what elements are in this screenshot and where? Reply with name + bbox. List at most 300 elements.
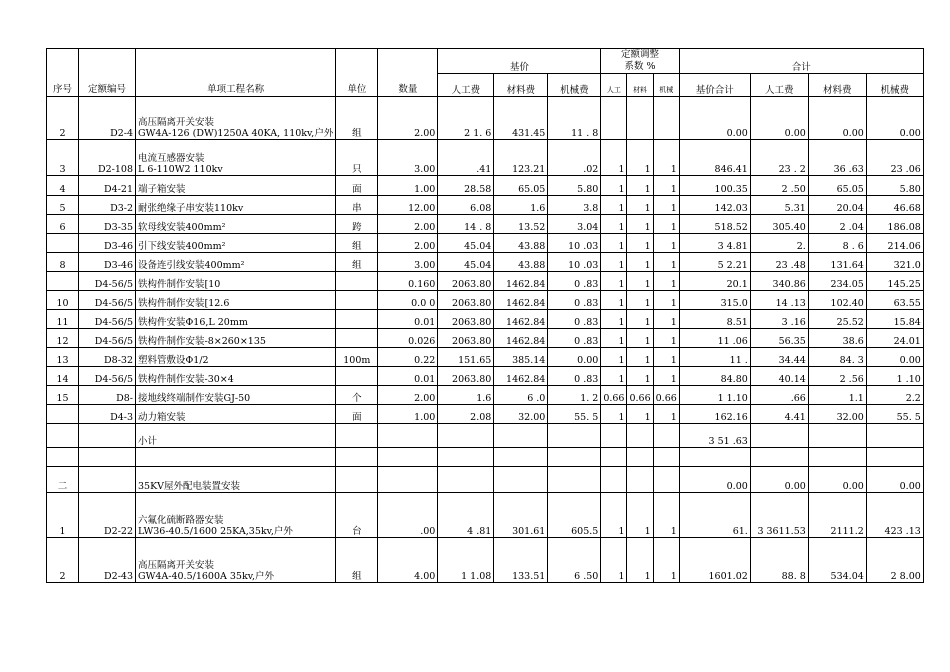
item-name-cell bbox=[136, 448, 336, 467]
qty-cell: 3.00 bbox=[378, 140, 438, 176]
adj-labor-cell: 1 bbox=[601, 493, 627, 538]
adj-material-cell: 1 bbox=[627, 234, 653, 253]
total-labor-cell bbox=[750, 424, 808, 448]
unit-cell bbox=[336, 310, 378, 329]
total-material-cell: 8 . 6 bbox=[808, 234, 866, 253]
adj-labor-cell: 1 bbox=[601, 405, 627, 424]
adj-labor-cell: 1 bbox=[601, 176, 627, 196]
total-labor-cell: 2. bbox=[750, 234, 808, 253]
header-total-material: 材料费 bbox=[808, 74, 866, 97]
base-machine-cell: 55. 5 bbox=[548, 405, 601, 424]
qty-cell: 0.160 bbox=[378, 272, 438, 291]
code-cell: D4-56/5 bbox=[79, 329, 136, 348]
header-adjust-group bbox=[601, 49, 679, 74]
total-base-cell: 8.51 bbox=[679, 310, 750, 329]
base-labor-cell: 1 1.08 bbox=[438, 538, 494, 583]
adj-material-cell: 1 bbox=[627, 272, 653, 291]
adj-labor-cell: 1 bbox=[601, 367, 627, 386]
adj-material-cell: 1 bbox=[627, 176, 653, 196]
base-labor-cell: 2.08 bbox=[438, 405, 494, 424]
total-machine-cell: 46.68 bbox=[866, 196, 923, 215]
base-machine-cell: .02 bbox=[548, 140, 601, 176]
base-machine-cell: 5.80 bbox=[548, 176, 601, 196]
total-labor-cell: 305.40 bbox=[750, 215, 808, 234]
total-labor-cell: 5.31 bbox=[750, 196, 808, 215]
total-material-cell: 234.05 bbox=[808, 272, 866, 291]
item-name-cell bbox=[136, 272, 336, 291]
total-base-cell: 142.03 bbox=[679, 196, 750, 215]
unit-cell: 100m bbox=[336, 348, 378, 367]
adj-material-cell bbox=[627, 467, 653, 493]
code-cell: D3-2 bbox=[79, 196, 136, 215]
total-labor-cell: 14 .13 bbox=[750, 291, 808, 310]
item-name-cell bbox=[136, 291, 336, 310]
base-machine-cell bbox=[548, 467, 601, 493]
unit-cell bbox=[336, 467, 378, 493]
adj-labor-cell: 1 bbox=[601, 291, 627, 310]
total-machine-cell: 423 .13 bbox=[866, 493, 923, 538]
total-material-cell: 534.04 bbox=[808, 538, 866, 583]
total-labor-cell: 23 .48 bbox=[750, 253, 808, 272]
total-machine-cell: 214.06 bbox=[866, 234, 923, 253]
unit-cell bbox=[336, 424, 378, 448]
item-name-line1: 动力箱安装 bbox=[138, 412, 186, 423]
base-machine-cell: 0.00 bbox=[548, 348, 601, 367]
table-row bbox=[47, 215, 924, 234]
base-machine-cell: 3.8 bbox=[548, 196, 601, 215]
adj-machine-cell: 1 bbox=[653, 196, 679, 215]
total-machine-cell: 145.25 bbox=[866, 272, 923, 291]
item-name-line1: 高压隔离开关安装 bbox=[138, 117, 215, 128]
table-row bbox=[47, 386, 924, 405]
table-row bbox=[47, 291, 924, 310]
total-material-cell: 2 .56 bbox=[808, 367, 866, 386]
total-material-cell: 2111.2 bbox=[808, 493, 866, 538]
header-total-base: 基价合计 bbox=[679, 74, 750, 97]
item-name-cell bbox=[136, 348, 336, 367]
base-material-cell bbox=[494, 424, 548, 448]
unit-cell: 只 bbox=[336, 140, 378, 176]
base-machine-cell: 10 .03 bbox=[548, 253, 601, 272]
item-name-cell bbox=[136, 253, 336, 272]
unit-cell: 台 bbox=[336, 493, 378, 538]
header-adjust-line1: 定额调整 bbox=[621, 49, 660, 60]
item-name-cell bbox=[136, 215, 336, 234]
table-row bbox=[47, 493, 924, 538]
base-material-cell: 65.05 bbox=[494, 176, 548, 196]
base-material-cell: 1462.84 bbox=[494, 310, 548, 329]
item-name-line1: 电流互感器安装 bbox=[138, 153, 205, 164]
seq-cell: 15 bbox=[47, 386, 79, 405]
adj-material-cell: 1 bbox=[627, 140, 653, 176]
adj-material-cell: 1 bbox=[627, 493, 653, 538]
base-material-cell: 301.61 bbox=[494, 493, 548, 538]
qty-cell: 2.00 bbox=[378, 215, 438, 234]
total-labor-cell: 34.44 bbox=[750, 348, 808, 367]
base-material-cell: 1462.84 bbox=[494, 329, 548, 348]
unit-cell: 个 bbox=[336, 386, 378, 405]
total-machine-cell: 0.00 bbox=[866, 467, 923, 493]
base-material-cell: 1462.84 bbox=[494, 367, 548, 386]
unit-cell: 串 bbox=[336, 196, 378, 215]
total-base-cell: 162.16 bbox=[679, 405, 750, 424]
header-base-labor: 人工费 bbox=[438, 74, 494, 97]
code-cell bbox=[79, 448, 136, 467]
base-machine-cell: 0 .83 bbox=[548, 310, 601, 329]
base-machine-cell: 605.5 bbox=[548, 493, 601, 538]
total-labor-cell: .66 bbox=[750, 386, 808, 405]
adj-labor-cell: 0.66 bbox=[601, 386, 627, 405]
seq-cell: 11 bbox=[47, 310, 79, 329]
unit-cell: 面 bbox=[336, 176, 378, 196]
base-material-cell: 13.52 bbox=[494, 215, 548, 234]
adj-machine-cell: 1 bbox=[653, 215, 679, 234]
adj-machine-cell: 1 bbox=[653, 405, 679, 424]
adj-labor-cell: 1 bbox=[601, 272, 627, 291]
adj-machine-cell: 1 bbox=[653, 538, 679, 583]
total-labor-cell: 40.14 bbox=[750, 367, 808, 386]
item-name-cell bbox=[136, 493, 336, 538]
total-machine-cell: 24.01 bbox=[866, 329, 923, 348]
adj-labor-cell bbox=[601, 448, 627, 467]
total-material-cell: 84. 3 bbox=[808, 348, 866, 367]
adj-material-cell: 1 bbox=[627, 405, 653, 424]
total-material-cell: 0.00 bbox=[808, 97, 866, 140]
item-name-line1: 塑料管敷设Φ1/2 bbox=[138, 355, 209, 366]
base-material-cell: 133.51 bbox=[494, 538, 548, 583]
item-name-line2: LW36-40.5/1600 25KA,35kv,户外 bbox=[138, 526, 293, 537]
seq-cell: 12 bbox=[47, 329, 79, 348]
header-total-machine: 机械费 bbox=[866, 74, 923, 97]
item-name-line1: 端子箱安装 bbox=[138, 184, 186, 195]
adj-machine-cell bbox=[653, 424, 679, 448]
header-seq: 序号 bbox=[47, 49, 79, 97]
base-labor-cell: 2063.80 bbox=[438, 272, 494, 291]
adj-machine-cell: 1 bbox=[653, 329, 679, 348]
total-material-cell: 131.64 bbox=[808, 253, 866, 272]
code-cell bbox=[79, 424, 136, 448]
base-labor-cell: 1.6 bbox=[438, 386, 494, 405]
total-material-cell: 1.1 bbox=[808, 386, 866, 405]
item-name-line1: 耐张绝缘子串安装110kv bbox=[138, 203, 244, 214]
table-row bbox=[47, 140, 924, 176]
item-name-line1: 引下线安装400mm² bbox=[138, 241, 226, 252]
unit-cell bbox=[336, 291, 378, 310]
total-labor-cell: 0.00 bbox=[750, 97, 808, 140]
item-name-line1: 35KV屋外配电装置安装 bbox=[138, 481, 241, 492]
table-row bbox=[47, 272, 924, 291]
table-row bbox=[47, 405, 924, 424]
adj-material-cell: 1 bbox=[627, 253, 653, 272]
total-machine-cell: 55. 5 bbox=[866, 405, 923, 424]
code-cell: D2-43 bbox=[79, 538, 136, 583]
adj-material-cell: 1 bbox=[627, 196, 653, 215]
header-qty: 数量 bbox=[378, 49, 438, 97]
total-base-cell: 846.41 bbox=[679, 140, 750, 176]
adj-material-cell bbox=[627, 448, 653, 467]
total-labor-cell: 3 .16 bbox=[750, 310, 808, 329]
qty-cell: 2.00 bbox=[378, 97, 438, 140]
quota-table bbox=[46, 48, 924, 583]
code-cell: D4-56/5 bbox=[79, 291, 136, 310]
total-machine-cell: 5.80 bbox=[866, 176, 923, 196]
total-base-cell: 1601.02 bbox=[679, 538, 750, 583]
base-material-cell: 6 .0 bbox=[494, 386, 548, 405]
code-cell: D3-46 bbox=[79, 234, 136, 253]
qty-cell: 0.026 bbox=[378, 329, 438, 348]
item-name-line1: 铁构件安装Φ16,L 20mm bbox=[138, 317, 248, 328]
total-base-cell: 0.00 bbox=[679, 97, 750, 140]
item-name-line1: 接地线终端制作安装GJ-50 bbox=[138, 393, 251, 404]
total-material-cell: 2 .04 bbox=[808, 215, 866, 234]
adj-labor-cell: 1 bbox=[601, 329, 627, 348]
table-row bbox=[47, 424, 924, 448]
unit-cell: 组 bbox=[336, 97, 378, 140]
adj-machine-cell bbox=[653, 97, 679, 140]
unit-cell: 组 bbox=[336, 538, 378, 583]
base-machine-cell: 0 .83 bbox=[548, 272, 601, 291]
item-name-line2: GW4A-126 (DW)1250A 40KA, 110kv,户外 bbox=[138, 128, 334, 139]
item-name-line1: 小计 bbox=[138, 436, 158, 447]
unit-cell: 组 bbox=[336, 234, 378, 253]
unit-cell: 面 bbox=[336, 405, 378, 424]
item-name-line1: 铁构件制作安装[12.6 bbox=[138, 298, 230, 309]
total-machine-cell: 15.84 bbox=[866, 310, 923, 329]
total-base-cell: 100.35 bbox=[679, 176, 750, 196]
seq-cell: 3 bbox=[47, 140, 79, 176]
base-machine-cell: 3.04 bbox=[548, 215, 601, 234]
adj-machine-cell: 1 bbox=[653, 140, 679, 176]
adj-machine-cell: 1 bbox=[653, 234, 679, 253]
qty-cell: .00 bbox=[378, 493, 438, 538]
base-material-cell: 1.6 bbox=[494, 196, 548, 215]
base-labor-cell: 6.08 bbox=[438, 196, 494, 215]
item-name-cell bbox=[136, 467, 336, 493]
header-total-labor: 人工费 bbox=[750, 74, 808, 97]
adj-labor-cell: 1 bbox=[601, 538, 627, 583]
seq-cell: 6 bbox=[47, 215, 79, 234]
unit-cell bbox=[336, 272, 378, 291]
total-material-cell: 65.05 bbox=[808, 176, 866, 196]
header-name: 单项工程名称 bbox=[136, 49, 336, 97]
total-material-cell bbox=[808, 448, 866, 467]
adj-machine-cell: 1 bbox=[653, 253, 679, 272]
adj-machine-cell: 1 bbox=[653, 310, 679, 329]
table-row bbox=[47, 253, 924, 272]
base-labor-cell: 2063.80 bbox=[438, 291, 494, 310]
unit-cell bbox=[336, 367, 378, 386]
total-base-cell: 11 . bbox=[679, 348, 750, 367]
header-base-group: 基价 bbox=[438, 49, 601, 74]
total-base-cell: 315.0 bbox=[679, 291, 750, 310]
table-row bbox=[47, 234, 924, 253]
qty-cell: 3.00 bbox=[378, 253, 438, 272]
base-labor-cell: 2063.80 bbox=[438, 367, 494, 386]
base-machine-cell: 6 .50 bbox=[548, 538, 601, 583]
table-row bbox=[47, 348, 924, 367]
base-labor-cell: 45.04 bbox=[438, 234, 494, 253]
item-name-line2: L 6-110W2 110kv bbox=[138, 164, 223, 175]
base-material-cell: 1462.84 bbox=[494, 272, 548, 291]
base-machine-cell bbox=[548, 448, 601, 467]
item-name-cell bbox=[136, 367, 336, 386]
item-name-cell bbox=[136, 329, 336, 348]
table-row bbox=[47, 367, 924, 386]
adj-labor-cell: 1 bbox=[601, 215, 627, 234]
item-name-cell bbox=[136, 176, 336, 196]
code-cell: D4-56/5 bbox=[79, 367, 136, 386]
adj-material-cell: 1 bbox=[627, 367, 653, 386]
qty-cell: 12.00 bbox=[378, 196, 438, 215]
total-machine-cell: 0.00 bbox=[866, 348, 923, 367]
base-machine-cell: 0 .83 bbox=[548, 367, 601, 386]
seq-cell: 2 bbox=[47, 538, 79, 583]
base-labor-cell bbox=[438, 467, 494, 493]
total-base-cell: 0.00 bbox=[679, 467, 750, 493]
qty-cell: 2.00 bbox=[378, 386, 438, 405]
unit-cell: 组 bbox=[336, 253, 378, 272]
adj-labor-cell: 1 bbox=[601, 310, 627, 329]
total-base-cell: 20.1 bbox=[679, 272, 750, 291]
total-material-cell: 0.00 bbox=[808, 467, 866, 493]
qty-cell: 4.00 bbox=[378, 538, 438, 583]
code-cell: D8- bbox=[79, 386, 136, 405]
code-cell: D4-56/5 bbox=[79, 272, 136, 291]
item-name-line1: 铁构件制作安装[10 bbox=[138, 279, 221, 290]
adj-machine-cell: 1 bbox=[653, 176, 679, 196]
table-row bbox=[47, 329, 924, 348]
total-labor-cell: 23 . 2 bbox=[750, 140, 808, 176]
adj-machine-cell: 1 bbox=[653, 367, 679, 386]
item-name-cell bbox=[136, 386, 336, 405]
qty-cell bbox=[378, 448, 438, 467]
base-material-cell: 43.88 bbox=[494, 253, 548, 272]
base-labor-cell: 14 . 8 bbox=[438, 215, 494, 234]
table-row bbox=[47, 467, 924, 493]
total-machine-cell: 2 8.00 bbox=[866, 538, 923, 583]
total-base-cell: 61. bbox=[679, 493, 750, 538]
code-cell: D4-56/5 bbox=[79, 310, 136, 329]
total-material-cell: 32.00 bbox=[808, 405, 866, 424]
adj-machine-cell bbox=[653, 467, 679, 493]
adj-machine-cell: 1 bbox=[653, 493, 679, 538]
base-material-cell: 385.14 bbox=[494, 348, 548, 367]
header-base-machine: 机械费 bbox=[548, 74, 601, 97]
base-labor-cell: 2063.80 bbox=[438, 329, 494, 348]
base-machine-cell: 11 . 8 bbox=[548, 97, 601, 140]
item-name-cell bbox=[136, 234, 336, 253]
adj-material-cell bbox=[627, 424, 653, 448]
total-labor-cell: 3 3611.53 bbox=[750, 493, 808, 538]
qty-cell: 0.0 0 bbox=[378, 291, 438, 310]
base-material-cell: 431.45 bbox=[494, 97, 548, 140]
code-cell: D2-108 bbox=[79, 140, 136, 176]
header-code: 定额编号 bbox=[79, 49, 136, 97]
base-labor-cell bbox=[438, 424, 494, 448]
total-labor-cell: 340.86 bbox=[750, 272, 808, 291]
base-material-cell: 123.21 bbox=[494, 140, 548, 176]
total-base-cell: 84.80 bbox=[679, 367, 750, 386]
header-adj-labor: 人工 bbox=[601, 74, 627, 97]
qty-cell bbox=[378, 467, 438, 493]
adj-machine-cell: 1 bbox=[653, 291, 679, 310]
qty-cell: 2.00 bbox=[378, 234, 438, 253]
item-name-line1: 铁构件制作安装-30×4 bbox=[138, 374, 234, 385]
seq-cell: 2 bbox=[47, 97, 79, 140]
base-machine-cell: 1. 2 bbox=[548, 386, 601, 405]
total-labor-cell: 2 .50 bbox=[750, 176, 808, 196]
base-material-cell bbox=[494, 448, 548, 467]
qty-cell: 0.01 bbox=[378, 367, 438, 386]
header-adjust-line2: 系数 % bbox=[624, 61, 656, 72]
unit-cell bbox=[336, 329, 378, 348]
adj-machine-cell: 1 bbox=[653, 348, 679, 367]
base-labor-cell: 28.58 bbox=[438, 176, 494, 196]
table-row bbox=[47, 310, 924, 329]
total-material-cell bbox=[808, 424, 866, 448]
adj-material-cell: 1 bbox=[627, 329, 653, 348]
header-row-1 bbox=[47, 49, 924, 74]
item-name-cell bbox=[136, 97, 336, 140]
adj-material-cell: 0.66 bbox=[627, 386, 653, 405]
adj-machine-cell bbox=[653, 448, 679, 467]
item-name-cell bbox=[136, 538, 336, 583]
adj-labor-cell bbox=[601, 424, 627, 448]
code-cell: D3-46 bbox=[79, 253, 136, 272]
table-row bbox=[47, 538, 924, 583]
seq-cell: 二 bbox=[47, 467, 79, 493]
adj-labor-cell: 1 bbox=[601, 253, 627, 272]
adj-material-cell: 1 bbox=[627, 215, 653, 234]
adj-material-cell: 1 bbox=[627, 348, 653, 367]
total-machine-cell: 23 .06 bbox=[866, 140, 923, 176]
item-name-line1: 六氟化硫断路器安装 bbox=[138, 515, 224, 526]
total-machine-cell: 0.00 bbox=[866, 97, 923, 140]
total-machine-cell: 321.0 bbox=[866, 253, 923, 272]
qty-cell bbox=[378, 424, 438, 448]
adj-material-cell: 1 bbox=[627, 310, 653, 329]
table-row bbox=[47, 196, 924, 215]
base-labor-cell: 151.65 bbox=[438, 348, 494, 367]
code-cell bbox=[79, 467, 136, 493]
header-base-material: 材料费 bbox=[494, 74, 548, 97]
total-machine-cell: 186.08 bbox=[866, 215, 923, 234]
adj-material-cell: 1 bbox=[627, 291, 653, 310]
unit-cell bbox=[336, 448, 378, 467]
total-labor-cell: 4.41 bbox=[750, 405, 808, 424]
base-labor-cell: 2 1. 6 bbox=[438, 97, 494, 140]
base-labor-cell: .41 bbox=[438, 140, 494, 176]
total-base-cell: 3 4.81 bbox=[679, 234, 750, 253]
total-material-cell: 102.40 bbox=[808, 291, 866, 310]
seq-cell: 14 bbox=[47, 367, 79, 386]
base-material-cell: 32.00 bbox=[494, 405, 548, 424]
base-labor-cell bbox=[438, 448, 494, 467]
item-name-line1: 铁构件制作安装-8×260×135 bbox=[138, 336, 266, 347]
seq-cell bbox=[47, 424, 79, 448]
adj-labor-cell bbox=[601, 97, 627, 140]
seq-cell: 5 bbox=[47, 196, 79, 215]
header-adj-machine: 机械 bbox=[653, 74, 679, 97]
total-base-cell: 1 1.10 bbox=[679, 386, 750, 405]
code-cell: D3-35 bbox=[79, 215, 136, 234]
total-labor-cell: 0.00 bbox=[750, 467, 808, 493]
total-labor-cell bbox=[750, 448, 808, 467]
base-material-cell bbox=[494, 467, 548, 493]
seq-cell: 8 bbox=[47, 253, 79, 272]
adj-machine-cell: 1 bbox=[653, 272, 679, 291]
adj-labor-cell: 1 bbox=[601, 140, 627, 176]
